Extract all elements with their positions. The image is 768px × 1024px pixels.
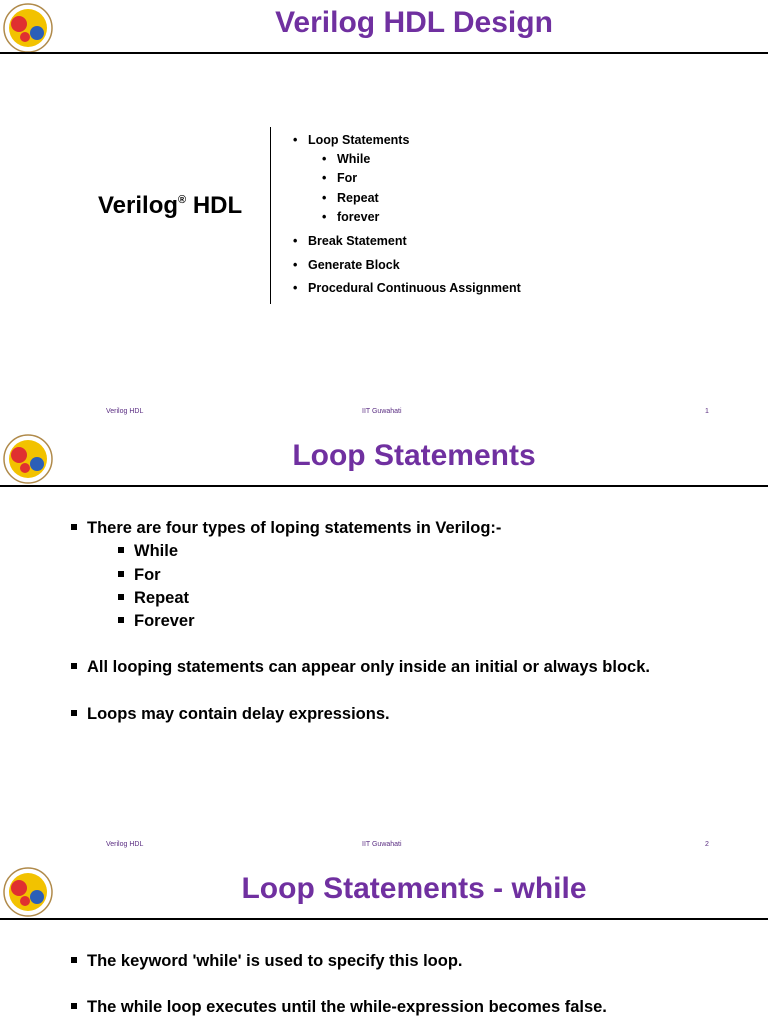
footer-left: Verilog HDL	[106, 841, 144, 848]
registered-mark: ®	[178, 194, 187, 206]
slide-title: Loop Statements	[292, 439, 536, 472]
slide-title: Loop Statements - while	[241, 872, 587, 905]
square-bullet-icon	[71, 663, 77, 669]
title-rule	[0, 918, 768, 920]
slide-3	[0, 866, 768, 1024]
bullet-delay-expressions: Loops may contain delay expressions.	[71, 705, 390, 724]
footer-page-number: 1	[705, 408, 709, 415]
title-rule	[0, 485, 768, 487]
title-rule	[0, 52, 768, 54]
bullet-four-types: There are four types of loping statements in Verilog:-	[71, 519, 501, 538]
square-bullet-icon	[118, 594, 124, 600]
toc-procedural-continuous: • Procedural Continuous Assignment	[293, 281, 521, 295]
slide-2	[0, 433, 768, 866]
bullet-inside-initial-always: All looping statements can appear only inside an initial or always block.	[71, 658, 650, 677]
toc-generate-block: • Generate Block	[293, 258, 400, 272]
verilog-hdl-heading	[98, 192, 242, 220]
toc-break-statement: • Break Statement	[293, 234, 407, 248]
footer-page-number: 2	[705, 841, 709, 848]
divider-line	[270, 127, 271, 304]
square-bullet-icon	[71, 957, 77, 963]
toc-sub-for: • For	[322, 171, 358, 185]
toc-sub-while: • While	[322, 152, 371, 166]
bullet-keyword-while: The keyword 'while' is used to specify this loop.	[71, 952, 463, 971]
bullet-while-executes: The while loop executes until the while-expression becomes false.	[71, 998, 607, 1017]
iitg-logo-icon	[2, 866, 54, 918]
square-bullet-icon	[118, 547, 124, 553]
footer-center: IIT Guwahati	[362, 408, 402, 415]
footer-center: IIT Guwahati	[362, 841, 402, 848]
toc-sub-forever: • forever	[322, 210, 380, 224]
slide-title: Verilog HDL Design	[275, 6, 553, 39]
toc-sub-repeat: • Repeat	[322, 191, 379, 205]
iitg-logo-icon	[2, 433, 54, 485]
square-bullet-icon	[71, 710, 77, 716]
sub-bullet-for: For	[118, 566, 161, 585]
square-bullet-icon	[118, 617, 124, 623]
footer-left: Verilog HDL	[106, 408, 144, 415]
square-bullet-icon	[118, 571, 124, 577]
square-bullet-icon	[71, 524, 77, 530]
square-bullet-icon	[71, 1003, 77, 1009]
sub-bullet-forever: Forever	[118, 612, 195, 631]
verilog-word: Verilog	[98, 192, 179, 219]
toc-loop-statements: • Loop Statements	[293, 133, 410, 147]
slide-1	[0, 0, 768, 433]
hdl-word: HDL	[192, 192, 243, 219]
sub-bullet-repeat: Repeat	[118, 589, 189, 608]
iitg-logo-icon	[2, 2, 54, 54]
sub-bullet-while: While	[118, 542, 178, 561]
